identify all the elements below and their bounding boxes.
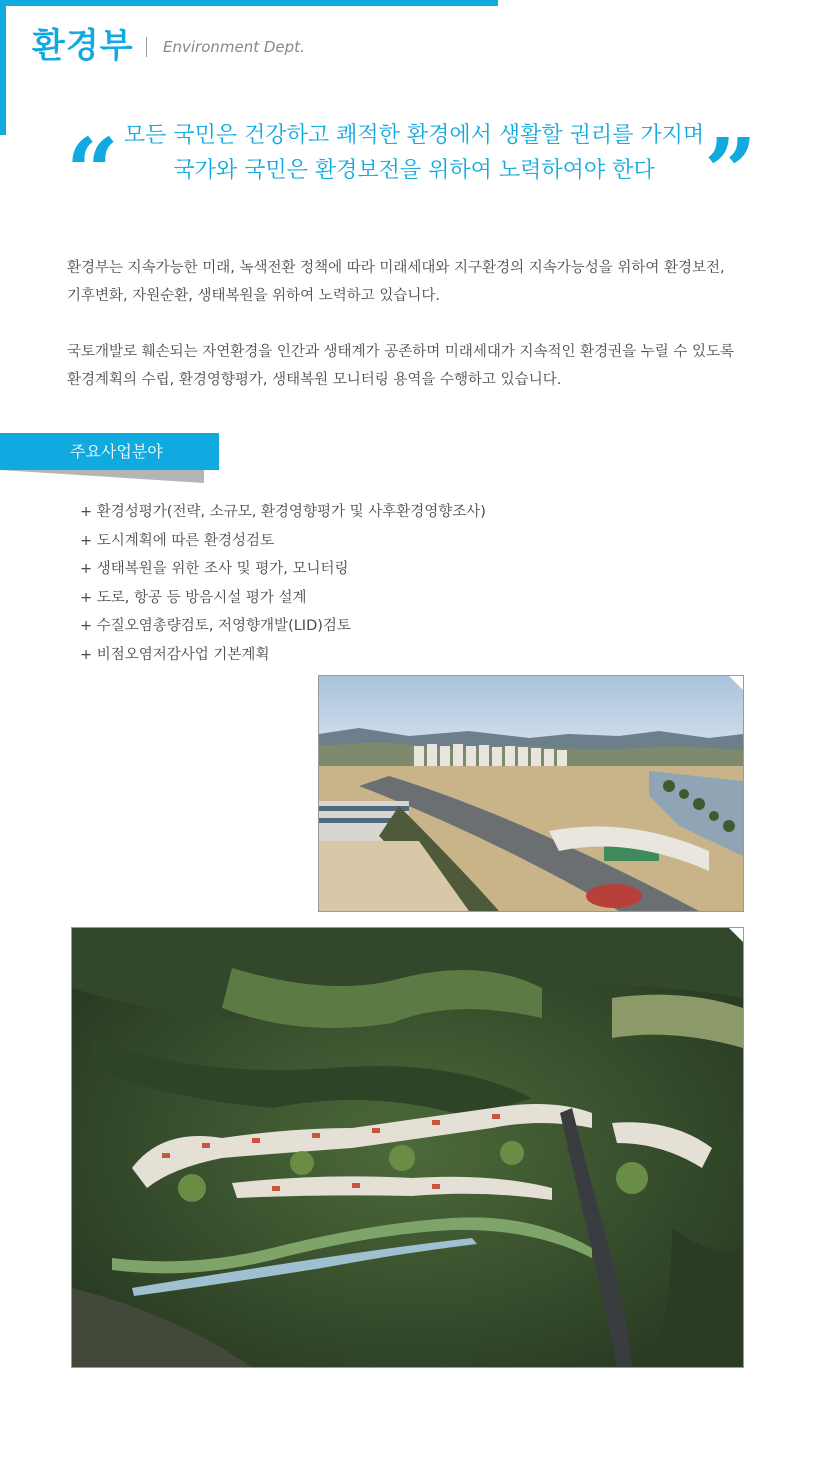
close-quote-icon: ” [704, 118, 757, 226]
page-title: 환경부 [32, 26, 134, 66]
top-accent-bar [0, 0, 498, 6]
paragraph-line: 환경계획의 수립, 환경영향평가, 생태복원 모니터링 용역을 수행하고 있습니다. [67, 372, 562, 388]
section-heading: 주요사업분야 [70, 442, 163, 461]
section-tab-shadow [0, 470, 204, 483]
mission-quote [100, 118, 728, 188]
quote-line-1: 모든 국민은 건강하고 쾌적한 환경에서 생활할 권리를 가지며 [123, 123, 705, 148]
business-area-list [80, 498, 486, 669]
intro-paragraph-2 [67, 338, 757, 394]
urban-development-photo [318, 675, 744, 912]
title-divider [146, 37, 147, 57]
paragraph-line: 환경부는 지속가능한 미래, 녹색전환 정책에 따라 미래세대와 지구환경의 지속가능성을 위하여 환경보전, [67, 260, 725, 276]
left-accent-bar [0, 0, 6, 135]
list-item: + 생태복원을 위한 조사 및 평가, 모니터링 [80, 561, 349, 577]
list-item: + 비점오염저감사업 기본계획 [80, 646, 270, 663]
list-item: + 도시계획에 따른 환경성검토 [80, 532, 275, 549]
paragraph-line: 국토개발로 훼손되는 자연환경을 인간과 생태계가 공존하며 미래세대가 지속적인 환경권을 누릴 수 있도록 [67, 344, 735, 360]
list-item: + 도로, 항공 등 방음시설 평가 설계 [80, 589, 307, 606]
intro-paragraph-1 [67, 254, 757, 310]
list-item: + 환경성평가(전략, 소규모, 환경영향평가 및 사후환경영향조사) [80, 504, 486, 520]
paragraph-line: 기후변화, 자원순환, 생태복원을 위하여 노력하고 있습니다. [67, 288, 441, 304]
list-item: + 수질오염총량검토, 저영향개발(LID)검토 [80, 618, 351, 634]
page-subtitle: Environment Dept. [163, 38, 305, 56]
aerial-housing-complex-photo [71, 927, 744, 1368]
open-quote-icon: “ [66, 118, 119, 226]
quote-line-2: 국가와 국민은 환경보전을 위하여 노력하여야 한다 [173, 158, 655, 183]
